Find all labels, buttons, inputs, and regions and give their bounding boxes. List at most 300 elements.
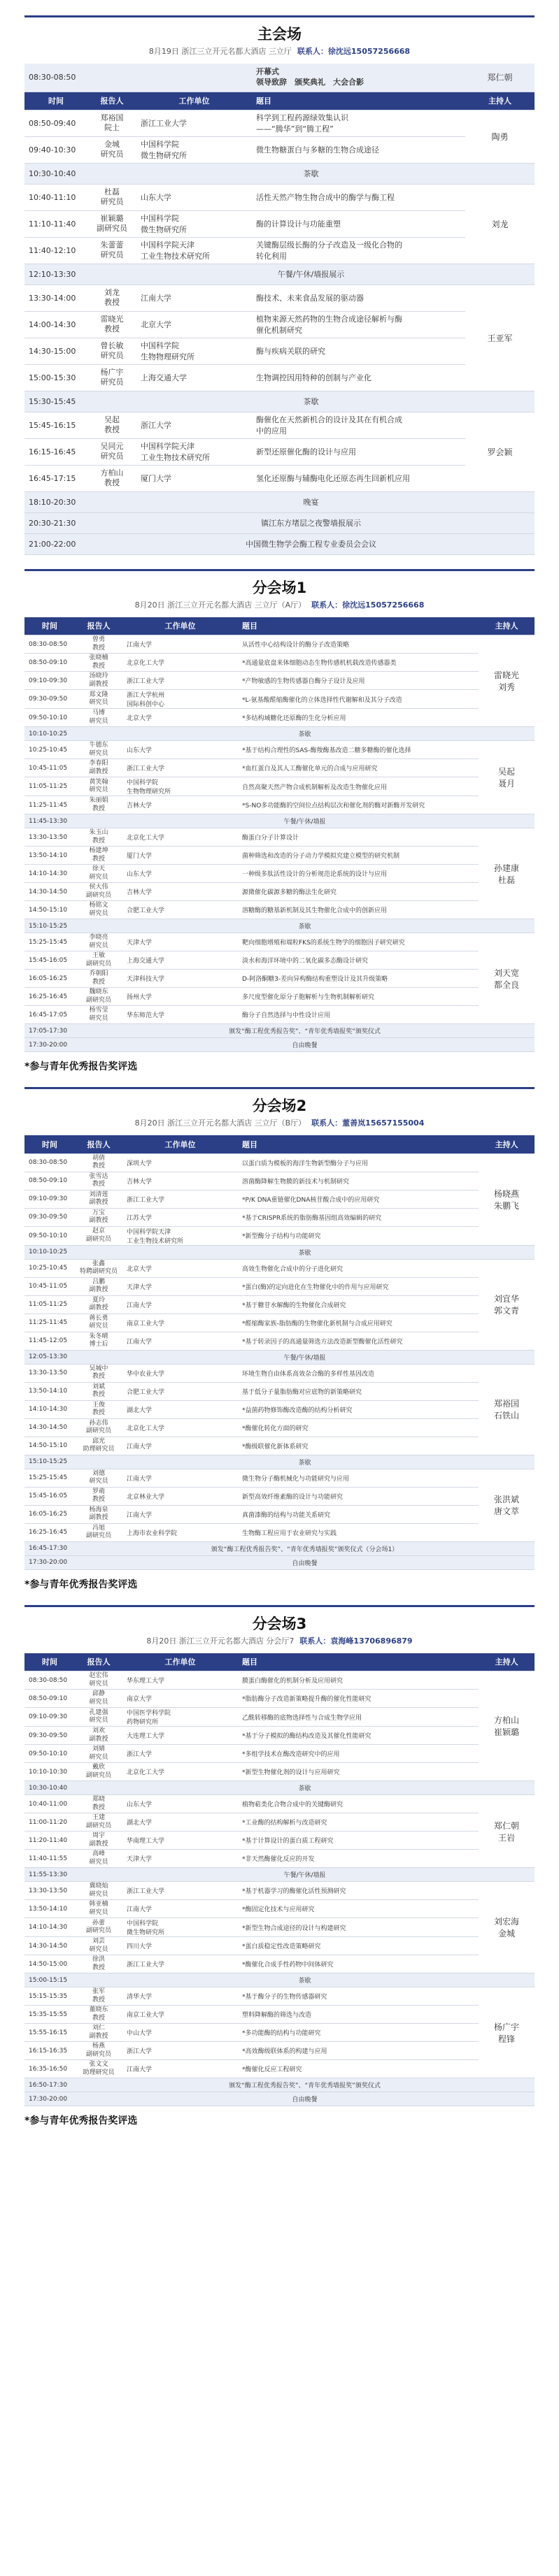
affiliation: 上海交通大学	[136, 364, 252, 391]
break-time: 12:05-13:30	[24, 1350, 75, 1364]
affiliation: 北京大学	[122, 709, 238, 727]
affiliation: 江苏大学	[122, 1208, 238, 1226]
affiliation: 中国科学院天津 工业生物技术研究所	[122, 1226, 238, 1245]
speaker: 刘婧 研究员	[75, 1745, 122, 1763]
talk-time: 11:05-11:25	[24, 777, 75, 796]
speaker: 刘斌 教授	[75, 1382, 122, 1400]
break-row	[24, 814, 535, 828]
talk-title: *多功能酶的结构与功能研究	[238, 2024, 479, 2042]
talk-title: *酶级联催化新体系研究	[238, 1437, 479, 1455]
section-rule	[24, 1087, 535, 1089]
talk-time: 10:45-11:05	[24, 759, 75, 777]
speaker: 徐洪 教授	[75, 1955, 122, 1973]
speaker: 赵京 副研究员	[75, 1226, 122, 1245]
break-row	[24, 2078, 535, 2092]
talk-row	[24, 865, 535, 883]
break-label: 茶歇	[87, 391, 535, 412]
talk-time: 11:20-11:40	[24, 1832, 75, 1850]
talk-title: 溶菌酶降解生物膜的新技术与机制研究	[238, 1172, 479, 1190]
speaker: 吴同元 研究员	[87, 438, 136, 465]
section-subtitle	[24, 599, 535, 610]
break-row	[24, 1541, 535, 1555]
talk-time: 13:50-14:10	[24, 1900, 75, 1918]
column-header: 题目	[238, 1653, 479, 1671]
talk-title: 乙酰转移酶的底物选择性与合成生物学应用	[238, 1708, 479, 1727]
speaker: 王建 副研究员	[75, 1813, 122, 1832]
talk-time: 15:25-15:45	[24, 933, 75, 951]
affiliation: 北京化工大学	[122, 828, 238, 847]
talk-time: 13:30-13:50	[24, 828, 75, 847]
speaker: 魏晓东 副研究员	[75, 988, 122, 1006]
break-row	[24, 1245, 535, 1259]
moderator: 吴起 聂月	[479, 741, 535, 814]
affiliation: 华东理工大学	[122, 1671, 238, 1690]
column-header: 主持人	[479, 1135, 535, 1153]
schedule-table	[24, 1653, 535, 2107]
column-header: 工作单位	[122, 1653, 238, 1671]
talk-title: 以蛋白质为模板的海洋生物新型酶分子与应用	[238, 1153, 479, 1172]
talk-title: 科学到工程药源绿效集认识 ——“腾华”到“腾工程”	[252, 110, 465, 136]
talk-title: 生物调控因用特种的创制与产业化	[252, 364, 465, 391]
talk-time: 09:40-10:30	[24, 136, 87, 163]
speaker: 刘芸 研究员	[75, 1937, 122, 1955]
talk-title: 微生物分子酶机械化与功能研究与应用	[238, 1469, 479, 1487]
talk-row	[24, 796, 535, 814]
break-row	[24, 391, 535, 412]
talk-row	[24, 438, 535, 465]
column-header: 主持人	[465, 92, 535, 110]
talk-time: 08:30-08:50	[24, 635, 75, 654]
talk-time: 15:25-15:45	[24, 1469, 75, 1487]
talk-row	[24, 1277, 535, 1295]
column-header: 工作单位	[122, 617, 238, 635]
affiliation: 浙江工业大学	[122, 759, 238, 777]
talk-time: 15:55-16:15	[24, 2024, 75, 2042]
moderator: 刘龙	[465, 184, 535, 264]
affiliation: 北京化工大学	[122, 1763, 238, 1781]
talk-title: *新型生物合成途径的设计与构建研究	[238, 1918, 479, 1937]
break-row	[24, 1038, 535, 1052]
talk-time: 08:50-09:40	[24, 110, 87, 136]
moderator: 郑裕国 石铁山	[479, 1364, 535, 1455]
break-label: 午餐/午休/墙报展示	[87, 264, 535, 285]
talk-title: *酶固定化技术与应用研究	[238, 1900, 479, 1918]
section-subtitle	[24, 1635, 535, 1646]
opening-blank	[87, 64, 136, 92]
speaker: 张军 教授	[75, 1987, 122, 2006]
moderator: 杨广宇 程锋	[479, 1987, 535, 2078]
talk-title: 从活性中心结构设计的酶分子改造策略	[238, 635, 479, 654]
moderator: 郑仁朝 王岩	[479, 1795, 535, 1868]
talk-title: *益菌药物修饰酶改造酶的结构分析研究	[238, 1400, 479, 1418]
table-header	[24, 1135, 535, 1153]
talk-row	[24, 1813, 535, 1832]
break-row	[24, 264, 535, 285]
talk-title: *L-氨基酸醛缩酶催化的立体选择性代谢解和及其分子改造	[238, 690, 479, 709]
speaker: 张鑫 特聘副研究员	[75, 1259, 122, 1277]
break-label: 午餐/午休/墙报	[75, 814, 535, 828]
talk-title: *非天然酶催化反应的开发	[238, 1850, 479, 1868]
table-header	[24, 1653, 535, 1671]
speaker: 朱蕾蕾 研究员	[87, 237, 136, 264]
talk-row	[24, 1850, 535, 1868]
speaker: 金城 研究员	[87, 136, 136, 163]
talk-title: 酶分子自然选择与中性设计应用	[238, 1006, 479, 1024]
affiliation: 中国医学科学院 药物研究所	[122, 1708, 238, 1727]
talk-title: 生物酶工程应用于农业研究与实践	[238, 1523, 479, 1541]
affiliation: 天津大学	[122, 933, 238, 951]
column-header: 报告人	[75, 617, 122, 635]
talk-title: *P/K DNA重链催化DNA核苷酸合成中的应用研究	[238, 1190, 479, 1208]
affiliation: 浙江大学杭州 国际科创中心	[122, 690, 238, 709]
talk-row	[24, 759, 535, 777]
talk-row	[24, 828, 535, 847]
talk-row	[24, 1295, 535, 1314]
affiliation: 南京工业大学	[122, 2006, 238, 2024]
talk-title: *酶催化反应工程研究	[238, 2060, 479, 2078]
column-header: 报告人	[87, 92, 136, 110]
talk-time: 16:35-16:50	[24, 2060, 75, 2078]
talk-time: 11:25-11:45	[24, 796, 75, 814]
break-time: 10:10-10:25	[24, 727, 75, 741]
talk-title: 新型还原催化酶的设计与应用	[252, 438, 465, 465]
talk-time: 10:10-10:30	[24, 1763, 75, 1781]
moderator: 张洪斌 唐文萃	[479, 1469, 535, 1541]
talk-time: 09:10-09:30	[24, 1190, 75, 1208]
talk-row	[24, 1487, 535, 1505]
affiliation: 北京大学	[122, 1259, 238, 1277]
talk-time: 14:50-15:10	[24, 901, 75, 919]
moderator: 王亚军	[465, 285, 535, 391]
affiliation: 厦门大学	[136, 465, 252, 491]
talk-row	[24, 901, 535, 919]
opening-title-line: 领导致辞 颁奖典礼 大会合影	[256, 77, 364, 87]
break-row	[24, 727, 535, 741]
talk-row	[24, 1259, 535, 1277]
speaker: 曾长敏 研究员	[87, 338, 136, 364]
talk-title: *基于糖苷水解酶的生物催化合成研究	[238, 1295, 479, 1314]
talk-row	[24, 184, 535, 210]
talk-row	[24, 1955, 535, 1973]
schedule-table	[24, 617, 535, 1053]
speaker: 崔颖璐 副研究员	[87, 210, 136, 237]
talk-time: 16:15-16:45	[24, 438, 87, 465]
opening-blank	[136, 64, 252, 92]
talk-row	[24, 311, 535, 338]
talk-title: 酶的计算设计与功能重塑	[252, 210, 465, 237]
break-row	[24, 1555, 535, 1569]
speaker: 赵宏伟 研究员	[75, 1671, 122, 1690]
break-time: 15:10-15:25	[24, 919, 75, 933]
break-label: 茶歇	[75, 1781, 535, 1795]
talk-time: 11:40-11:55	[24, 1850, 75, 1868]
talk-row	[24, 465, 535, 491]
column-header: 主持人	[479, 1653, 535, 1671]
opening-time: 08:30-08:50	[24, 64, 87, 92]
affiliation: 湖北大学	[122, 1813, 238, 1832]
talk-time: 10:40-11:10	[24, 184, 87, 210]
column-header: 工作单位	[136, 92, 252, 110]
date-venue: 8月20日 浙江三立开元名都大酒店 三立厅（A厅）	[134, 600, 306, 610]
talk-title: *基于计算设计的蛋白质工程研究	[238, 1832, 479, 1850]
speaker: 侯大伟 副研究员	[75, 883, 122, 901]
break-time: 17:05-17:30	[24, 1024, 75, 1038]
talk-row	[24, 1469, 535, 1487]
talk-title: *高通量底盘来体细胞动态生物传感机机载改造传感器类	[238, 654, 479, 672]
speaker: 张晓楠 教授	[75, 654, 122, 672]
talk-title: 溶糖酶的糖基新机制及其生物催化合成中的创新应用	[238, 901, 479, 919]
break-label: 茶歇	[87, 163, 535, 184]
talk-row	[24, 1226, 535, 1245]
affiliation: 深圳大学	[122, 1153, 238, 1172]
talk-time: 08:50-09:10	[24, 654, 75, 672]
affiliation: 北京大学	[136, 311, 252, 338]
break-row	[24, 1024, 535, 1038]
affiliation: 浙江工业大学	[122, 1190, 238, 1208]
speaker: 李晓亮 研究员	[75, 933, 122, 951]
section-rule	[24, 15, 535, 17]
talk-row	[24, 1882, 535, 1900]
section-title: 分会场2	[252, 1098, 307, 1114]
date-venue: 8月19日 浙江三立开元名都大酒店 三立厅	[148, 47, 292, 56]
speaker: 刘欢 副教授	[75, 1727, 122, 1745]
affiliation: 华南理工大学	[122, 1832, 238, 1850]
table-header	[24, 92, 535, 110]
talk-time: 14:30-14:50	[24, 1418, 75, 1437]
break-row	[24, 1350, 535, 1364]
talk-row	[24, 1727, 535, 1745]
break-time: 18:10-20:30	[24, 491, 87, 512]
affiliation: 山东大学	[136, 184, 252, 210]
opening-row	[24, 64, 535, 92]
talk-time: 10:25-10:45	[24, 1259, 75, 1277]
talk-title: 菌种筛选和改造的分子动力学模拟究建立模型的研究机制	[238, 847, 479, 865]
date-venue: 8月20日 浙江三立开元名都大酒店 分会厅7	[146, 1636, 295, 1646]
speaker: 孙蕾 副研究员	[75, 1918, 122, 1937]
talk-title: *新型酶分子结构与功能研究	[238, 1226, 479, 1245]
schedule-table	[24, 1135, 535, 1570]
talk-title: *蛋白质稳定性改造策略研究	[238, 1937, 479, 1955]
talk-title: *基于结构合理性的SAS-酶羧酶基改造二糖多糖酶的催化选择	[238, 741, 479, 759]
affiliation: 南京大学	[122, 1690, 238, 1708]
affiliation: 吉林大学	[122, 1172, 238, 1190]
break-time: 20:30-21:30	[24, 512, 87, 533]
speaker: 郑晓 教授	[75, 1795, 122, 1813]
break-time: 11:55-13:30	[24, 1868, 75, 1882]
speaker: 乔朝阳 教授	[75, 970, 122, 988]
break-row	[24, 512, 535, 533]
affiliation: 中国科学院 生物物理研究所	[122, 777, 238, 796]
affiliation: 中国科学院天津 工业生物技术研究所	[136, 237, 252, 264]
talk-time: 08:30-08:50	[24, 1671, 75, 1690]
speaker: 黄笑翰 研究员	[75, 777, 122, 796]
moderator: 刘天宽 都全良	[479, 933, 535, 1024]
speaker: 董晓东 教授	[75, 2006, 122, 2024]
speaker: 王俊 教授	[75, 1400, 122, 1418]
talk-title: *新型生物催化剂的设计与应用研究	[238, 1763, 479, 1781]
talk-row	[24, 1314, 535, 1332]
affiliation: 江南大学	[122, 1295, 238, 1314]
break-label: 茶歇	[75, 1455, 535, 1469]
affiliation: 江南大学	[122, 1900, 238, 1918]
speaker: 郑裕国 院士	[87, 110, 136, 136]
section-rule	[24, 1605, 535, 1607]
talk-row	[24, 285, 535, 311]
affiliation: 大连理工大学	[122, 1727, 238, 1745]
moderator: 杨晓燕 朱鹏飞	[479, 1153, 535, 1245]
speaker: 马博 研究员	[75, 709, 122, 727]
talk-row	[24, 210, 535, 237]
talk-time: 14:30-15:00	[24, 338, 87, 364]
speaker: 杨铭文 研究员	[75, 901, 122, 919]
talk-row	[24, 1523, 535, 1541]
talk-title: 靶向细胞增殖和端粒FKS的系统生物学的细胞因子研究研究	[238, 933, 479, 951]
affiliation: 浙江工业大学	[122, 672, 238, 690]
talk-title: 淡水和海洋环境中的二氧化碳多态酶设计研究	[238, 951, 479, 970]
talk-title: 微生物糖蛋白与多糖的生物合成途径	[252, 136, 465, 163]
talk-row	[24, 338, 535, 364]
affiliation: 中国科学院 微生物研究所	[136, 136, 252, 163]
talk-row	[24, 1418, 535, 1437]
talk-row	[24, 1208, 535, 1226]
speaker: 张文文 助理研究员	[75, 2060, 122, 2078]
main-session	[24, 15, 535, 555]
talk-title: 新型高效纤维素酶的设计与功能研究	[238, 1487, 479, 1505]
talk-time: 16:45-17:05	[24, 1006, 75, 1024]
speaker: 刘仁 副教授	[75, 2024, 122, 2042]
award-note: *参与青年优秀报告奖评选	[24, 1061, 138, 1072]
affiliation: 江南大学	[122, 1437, 238, 1455]
break-label: 镇江东方堵层之夜警墙报展示	[87, 512, 535, 533]
section-title: 分会场3	[252, 1615, 307, 1632]
talk-row	[24, 1172, 535, 1190]
talk-time: 11:40-12:10	[24, 237, 87, 264]
talk-time: 14:50-15:00	[24, 1955, 75, 1973]
talk-title: *基于分子模拟的酶结构改造及其催化性能研究	[238, 1727, 479, 1745]
affiliation: 浙江大学	[122, 1745, 238, 1763]
talk-time: 14:10-14:30	[24, 1400, 75, 1418]
affiliation: 吉林大学	[122, 883, 238, 901]
contact: 联系人：董善岚15657155004	[311, 1118, 425, 1128]
talk-time: 11:00-11:20	[24, 1813, 75, 1832]
speaker: 冯旭 副研究员	[75, 1523, 122, 1541]
talk-time: 16:25-16:45	[24, 1523, 75, 1541]
affiliation: 天津大学	[122, 1850, 238, 1868]
column-header: 时间	[24, 1135, 75, 1153]
talk-time: 13:50-14:10	[24, 847, 75, 865]
speaker: 蒋长勇 研究员	[75, 1314, 122, 1332]
talk-row	[24, 1190, 535, 1208]
column-header: 工作单位	[122, 1135, 238, 1153]
contact: 联系人：袁海峰13706896879	[299, 1636, 413, 1646]
talk-time: 16:25-16:45	[24, 988, 75, 1006]
break-time: 21:00-22:00	[24, 533, 87, 554]
section-rule	[24, 569, 535, 571]
talk-row	[24, 1795, 535, 1813]
talk-title: 活性天然产物生物合成中的酶学与酶工程	[252, 184, 465, 210]
speaker: 杨建坤 教授	[75, 847, 122, 865]
speaker: 张雪达 教授	[75, 1172, 122, 1190]
break-label: 颁发“酶工程优秀报告奖”、“青年优秀墙报奖”颁奖仪式	[75, 1024, 535, 1038]
award-note: *参与青年优秀报告奖评选	[24, 2115, 138, 2127]
talk-time: 09:30-09:50	[24, 690, 75, 709]
break-time: 17:30-20:00	[24, 1555, 75, 1569]
talk-time: 10:40-11:00	[24, 1795, 75, 1813]
column-header: 题目	[238, 617, 479, 635]
speaker: 杜磊 研究员	[87, 184, 136, 210]
talk-time: 15:45-16:05	[24, 1487, 75, 1505]
talk-row	[24, 2060, 535, 2078]
break-time: 10:30-10:40	[24, 163, 87, 184]
talk-time: 09:10-09:30	[24, 672, 75, 690]
moderator: 陶勇	[465, 110, 535, 163]
talk-row	[24, 672, 535, 690]
break-time: 15:30-15:45	[24, 391, 87, 412]
talk-title: 氢化还原酶与辅酶电化还原态再生回新机应用	[252, 465, 465, 491]
schedule-table	[24, 64, 535, 555]
talk-title: 植物来源天然药物的生物合成途径解析与酶 催化机制研究	[252, 311, 465, 338]
speaker: 吕鹏 副教授	[75, 1277, 122, 1295]
talk-title: *酶催化合成手性药物中间体研究	[238, 1955, 479, 1973]
speaker: 戴欣 副研究员	[75, 1763, 122, 1781]
talk-time: 10:45-11:05	[24, 1277, 75, 1295]
affiliation: 中国科学院 微生物研究所	[136, 210, 252, 237]
moderator: 罗会颖	[465, 412, 535, 491]
affiliation: 中国科学院 生物物理研究所	[136, 338, 252, 364]
talk-row	[24, 1400, 535, 1418]
talk-row	[24, 1900, 535, 1918]
talk-row	[24, 1987, 535, 2006]
column-header: 题目	[238, 1135, 479, 1153]
speaker: 杨海泉 副教授	[75, 1505, 122, 1523]
talk-time: 14:50-15:10	[24, 1437, 75, 1455]
talk-row	[24, 988, 535, 1006]
session-1	[24, 569, 535, 1074]
talk-time: 09:50-10:10	[24, 1745, 75, 1763]
affiliation: 合肥工业大学	[122, 901, 238, 919]
talk-title: 源微催化碳源多糖的酶法生化研究	[238, 883, 479, 901]
talk-row	[24, 2024, 535, 2042]
talk-title: *基于转录因子的高通量筛选方法改造新型酶催化活性研究	[238, 1332, 479, 1350]
speaker: 刘龙 教授	[87, 285, 136, 311]
break-time: 15:10-15:25	[24, 1455, 75, 1469]
break-label: 晚宴	[87, 491, 535, 512]
speaker: 郑文隆 研究员	[75, 690, 122, 709]
talk-time: 08:30-08:50	[24, 1153, 75, 1172]
affiliation: 浙江工业大学	[122, 1882, 238, 1900]
affiliation: 江南大学	[122, 2060, 238, 2078]
talk-title: D-阿洛酮糖3-差向异构酶结构重塑设计及其升级策略	[238, 970, 479, 988]
talk-time: 14:00-14:30	[24, 311, 87, 338]
talk-time: 16:45-17:15	[24, 465, 87, 491]
talk-time: 15:35-15:55	[24, 2006, 75, 2024]
talk-time: 15:15-15:35	[24, 1987, 75, 2006]
affiliation: 四川大学	[122, 1937, 238, 1955]
talk-title: 基于低分子量脂肪酶对应底物的新策略研究	[238, 1382, 479, 1400]
talk-row	[24, 412, 535, 438]
talk-row	[24, 237, 535, 264]
talk-time: 09:50-10:10	[24, 1226, 75, 1245]
talk-title: 真菌漆酶的结构与功能关系研究	[238, 1505, 479, 1523]
opening-moderator: 郑仁朝	[465, 64, 535, 92]
talk-title: 酶催化在天然新机合的设计及其在有机合成 中的应用	[252, 412, 465, 438]
moderator: 刘宏海 金城	[479, 1882, 535, 1973]
affiliation: 中国科学院 微生物研究所	[122, 1918, 238, 1937]
talk-row	[24, 1364, 535, 1382]
talk-time: 13:30-13:50	[24, 1882, 75, 1900]
column-header: 报告人	[75, 1653, 122, 1671]
talk-row	[24, 847, 535, 865]
